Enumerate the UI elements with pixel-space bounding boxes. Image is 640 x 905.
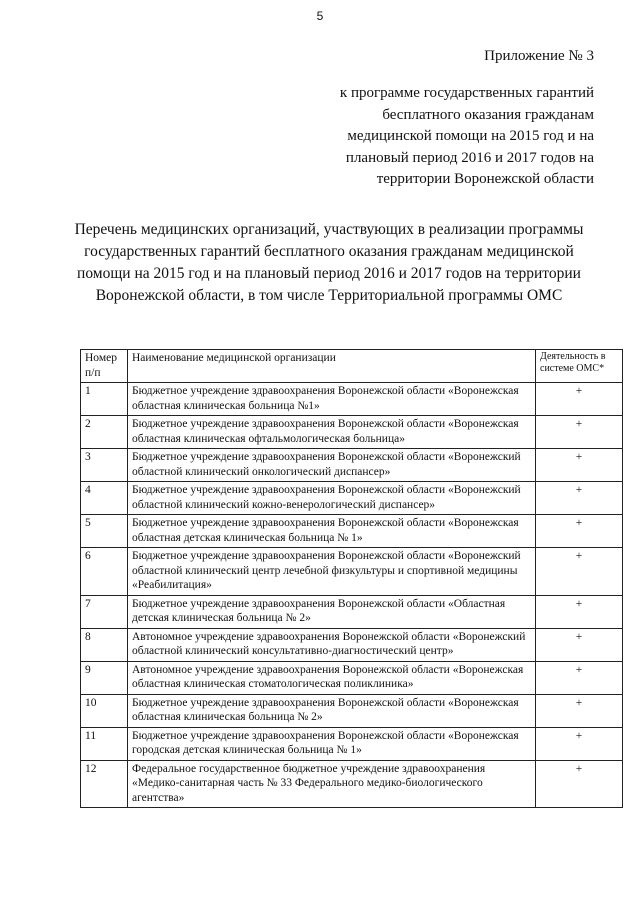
row-org-name: Бюджетное учреждение здравоохранения Воронежской области «Воронежская областная клиническая больница № 2» bbox=[128, 694, 536, 727]
header-org-name: Наименование медицинской организации bbox=[128, 350, 536, 383]
table-row bbox=[81, 661, 623, 694]
heading-line: Воронежской области, в том числе Территориальной программы ОМС bbox=[95, 287, 563, 304]
table-row bbox=[81, 694, 623, 727]
row-org-name: Автономное учреждение здравоохранения Воронежской области «Воронежский областной клинический консультативно-диагностический центр» bbox=[128, 628, 536, 661]
page-number: 5 bbox=[316, 9, 324, 23]
row-org-name: Бюджетное учреждение здравоохранения Воронежской области «Воронежский областной клинический онкологический диспансер» bbox=[128, 449, 536, 482]
appendix-subtitle-line: территории Воронежской области bbox=[376, 171, 594, 187]
table-row bbox=[81, 482, 623, 515]
row-oms-mark: + bbox=[536, 383, 623, 416]
document-heading bbox=[70, 219, 588, 307]
row-oms-mark: + bbox=[536, 449, 623, 482]
row-oms-mark: + bbox=[536, 482, 623, 515]
row-number: 7 bbox=[81, 595, 128, 628]
row-org-name: Бюджетное учреждение здравоохранения Воронежской области «Областная детская клиническая больница № 2» bbox=[128, 595, 536, 628]
table-row bbox=[81, 760, 623, 808]
row-oms-mark: + bbox=[536, 416, 623, 449]
appendix-subtitle-line: к программе государственных гарантий bbox=[339, 85, 594, 101]
table-row bbox=[81, 449, 623, 482]
row-oms-mark: + bbox=[536, 628, 623, 661]
row-org-name: Автономное учреждение здравоохранения Воронежской области «Воронежская областная клиническая стоматологическая поликлиника» bbox=[128, 661, 536, 694]
row-number: 9 bbox=[81, 661, 128, 694]
row-oms-mark: + bbox=[536, 694, 623, 727]
row-org-name: Бюджетное учреждение здравоохранения Воронежской области «Воронежская областная детская клиническая больница № 1» bbox=[128, 515, 536, 548]
row-org-name: Бюджетное учреждение здравоохранения Воронежской области «Воронежский областной клинический кожно-венерологический диспансер» bbox=[128, 482, 536, 515]
row-number: 3 bbox=[81, 449, 128, 482]
row-org-name: Федеральное государственное бюджетное учреждение здравоохранения «Медико-санитарная часть № 33 Федерального медико-биологического агентства» bbox=[128, 760, 536, 808]
row-org-name: Бюджетное учреждение здравоохранения Воронежской области «Воронежская областная клиническая больница №1» bbox=[128, 383, 536, 416]
row-number: 2 bbox=[81, 416, 128, 449]
row-number: 1 bbox=[81, 383, 128, 416]
appendix-subtitle-line: бесплатного оказания гражданам bbox=[382, 106, 594, 123]
row-number: 6 bbox=[81, 548, 128, 596]
table-row bbox=[81, 515, 623, 548]
header-number: Номер п/п bbox=[81, 350, 128, 383]
table-row bbox=[81, 383, 623, 416]
row-oms-mark: + bbox=[536, 661, 623, 694]
row-oms-mark: + bbox=[536, 760, 623, 808]
header-oms: Деятельность в системе ОМС* bbox=[536, 350, 623, 383]
row-number: 5 bbox=[81, 515, 128, 548]
heading-line: помощи на 2015 год и на плановый период 2016 и 2017 годов на территории bbox=[77, 265, 581, 282]
row-number: 4 bbox=[81, 482, 128, 515]
row-oms-mark: + bbox=[536, 548, 623, 596]
row-number: 8 bbox=[81, 628, 128, 661]
appendix-subtitle bbox=[340, 83, 594, 191]
table-row bbox=[81, 416, 623, 449]
row-oms-mark: + bbox=[536, 515, 623, 548]
appendix-subtitle-line: плановый период 2016 и 2017 годов на bbox=[345, 149, 594, 166]
row-number: 11 bbox=[81, 727, 128, 760]
table-row bbox=[81, 727, 623, 760]
row-org-name: Бюджетное учреждение здравоохранения Воронежской области «Воронежская областная клиническая офтальмологическая больница» bbox=[128, 416, 536, 449]
table-row bbox=[81, 628, 623, 661]
row-org-name: Бюджетное учреждение здравоохранения Воронежской области «Воронежская городская детская клиническая больница № 1» bbox=[128, 727, 536, 760]
appendix-subtitle-line: медицинской помощи на 2015 год и на bbox=[347, 128, 594, 144]
row-oms-mark: + bbox=[536, 595, 623, 628]
row-org-name: Бюджетное учреждение здравоохранения Воронежской области «Воронежский областной клинический центр лечебной физкультуры и спортивной медицины «Реабилитация» bbox=[128, 548, 536, 596]
table-row bbox=[81, 595, 623, 628]
table-header-row bbox=[81, 350, 623, 383]
row-number: 12 bbox=[81, 760, 128, 808]
table-row bbox=[81, 548, 623, 596]
heading-line: Перечень медицинских организаций, участвующих в реализации программы bbox=[74, 221, 584, 238]
heading-line: государственных гарантий бесплатного оказания гражданам медицинской bbox=[84, 243, 574, 260]
organizations-table bbox=[80, 349, 623, 808]
row-number: 10 bbox=[81, 694, 128, 727]
row-oms-mark: + bbox=[536, 727, 623, 760]
appendix-title: Приложение № 3 bbox=[484, 48, 594, 64]
